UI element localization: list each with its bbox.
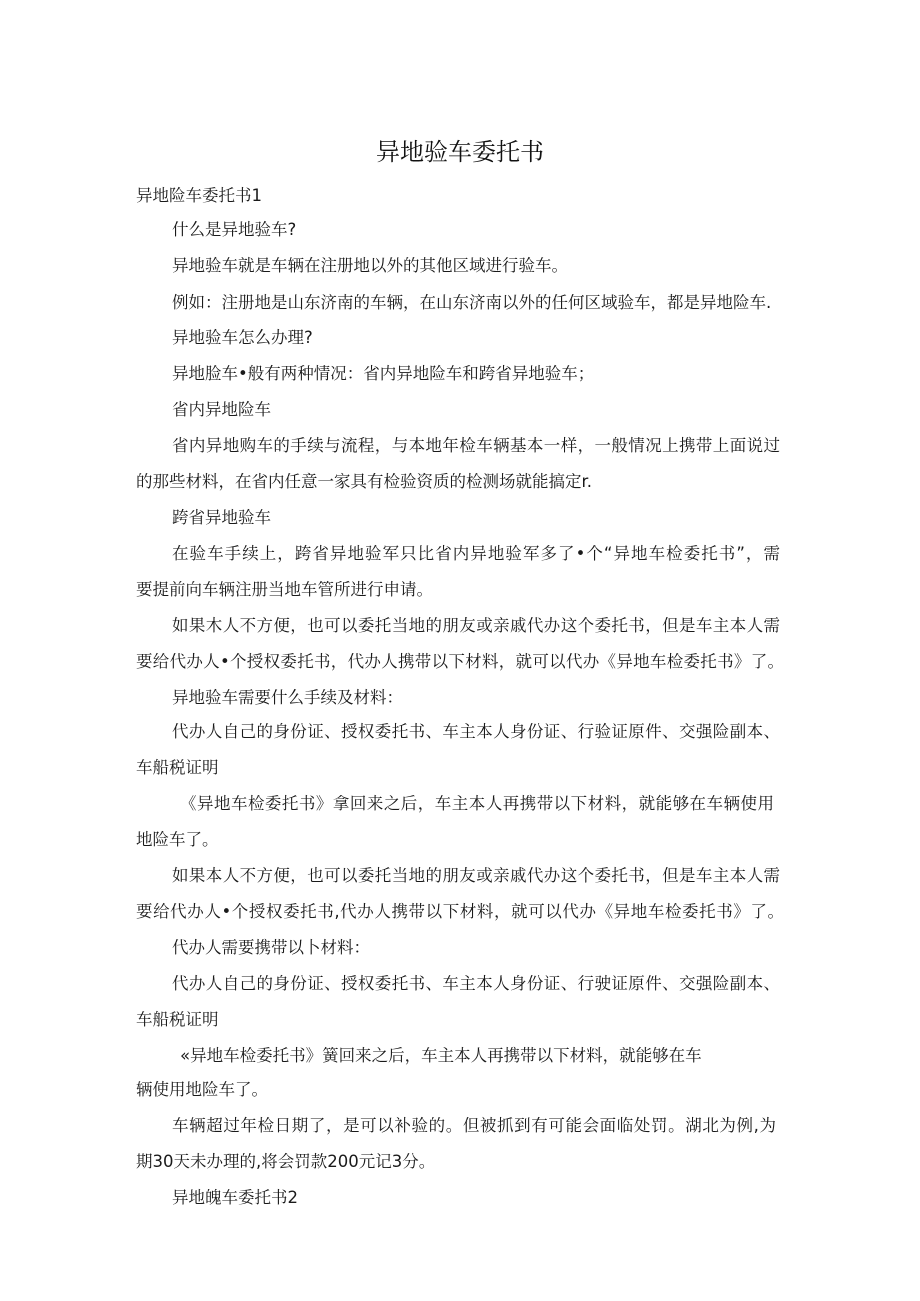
paragraph-line: 地险车了。 <box>136 830 219 849</box>
paragraph-line: 车船税证明 <box>136 1010 219 1029</box>
paragraph-line: 车辆超过年检日期了，是可以补验的。但被抓到有可能会面临处罚。湖北为例,为 <box>172 1116 776 1135</box>
subheading: 代办人需要携带以卜材料： <box>172 938 370 957</box>
paragraph-line: 期30天未办理的,将会罚款200元记3分。 <box>136 1152 436 1171</box>
paragraph-line: 车船税证明 <box>136 758 219 777</box>
paragraph-line: 的那些材料，在省内任意一家具有检验资质的检测场就能搞定r. <box>136 472 593 491</box>
paragraph-line: 要给代办人•个授权委托书,代办人携带以下材料，就可以代办《异地车检委托书》了。 <box>136 902 784 921</box>
subheading: 异地验车需要什么手续及材料： <box>172 688 403 707</box>
paragraph-line: 异地验车怎么办理? <box>172 328 313 347</box>
subheading: 省内异地险车 <box>172 400 271 419</box>
paragraph-line: 《异地车检委托书》拿回来之后，车主本人再携带以下材料，就能够在车辆使用 <box>180 794 774 813</box>
paragraph-line: 如果木人不方便，也可以委托当地的朋友或亲戚代办这个委托书，但是车主本人需 <box>172 616 780 635</box>
paragraph-line: 什么是异地验车? <box>172 220 297 239</box>
paragraph-line: 代办人自己的身份证、授权委托书、车主本人身份证、行驶证原件、交强险副本、 <box>172 974 780 993</box>
paragraph-line: 异地验车就是车辆在注册地以外的其他区域进行验车。 <box>172 256 568 275</box>
paragraph-line: 省内异地购车的手续与流程，与本地年检车辆基本一样，一般情况上携带上面说过 <box>172 436 780 455</box>
section-heading-1: 异地险车委托书1 <box>136 186 262 205</box>
paragraph-line: 如果本人不方便，也可以委托当地的朋友或亲戚代办这个委托书，但是车主本人需 <box>172 866 780 885</box>
paragraph-line: «异地车检委托书》簧回来之后，车主本人再携带以下材料，就能够在车 <box>180 1046 702 1065</box>
paragraph-line: 代办人自己的身份证、授权委托书、车主本人身份证、行验证原件、交强险副本、 <box>172 722 780 741</box>
paragraph-line: 要给代办人•个授权委托书，代办人携带以下材料，就可以代办《异地车检委托书》了。 <box>136 652 784 671</box>
paragraph-line: 要提前向车辆注册当地车管所进行申请。 <box>136 580 433 599</box>
subheading: 跨省异地验车 <box>172 508 271 527</box>
paragraph-line: 例如：注册地是山东济南的车辆，在山东济南以外的任何区域验车，都是异地险车. <box>172 293 772 312</box>
paragraph-line: 辆使用地险车了。 <box>136 1080 268 1099</box>
paragraph-line: 异地脸车•般有两种情况：省内异地险车和跨省异地验车； <box>172 364 595 383</box>
paragraph-line: 在验车手续上，跨省异地验军只比省内异地验军多了•个“异地车检委托书”，需 <box>172 544 780 563</box>
document-title: 异地验车委托书 <box>376 138 544 166</box>
section-heading-2: 异地魄车委托书2 <box>172 1188 298 1207</box>
